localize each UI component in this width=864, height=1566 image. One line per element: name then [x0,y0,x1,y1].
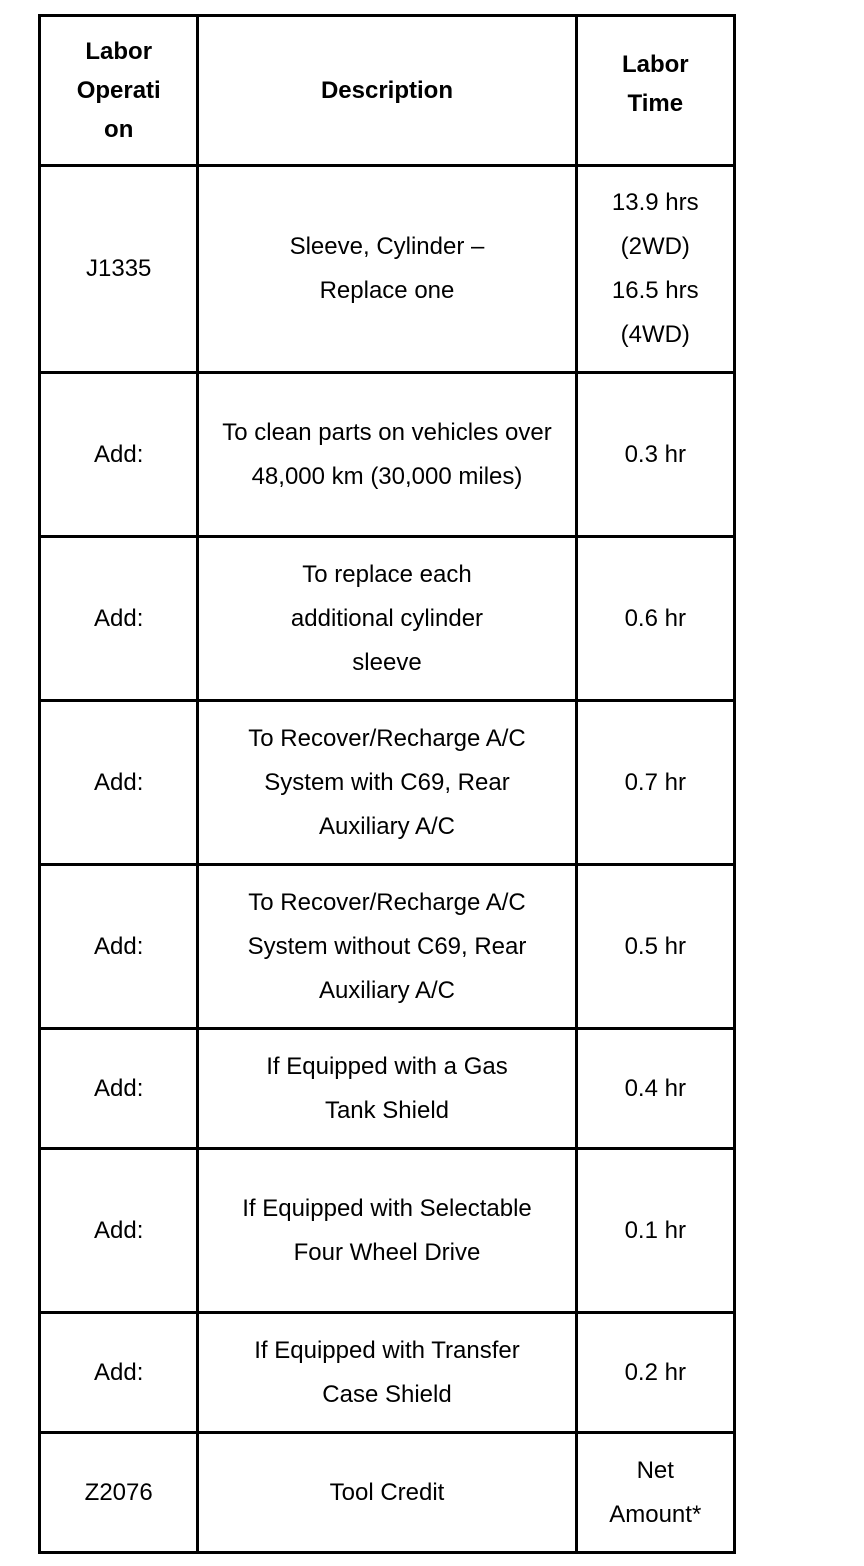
description-cell: Tool Credit [198,1433,576,1553]
operation-cell: Add: [40,1149,198,1313]
operation-cell: Z2076 [40,1433,198,1553]
header-labor-time [576,16,734,166]
labor-time-cell: Net Amount* [576,1433,734,1553]
labor-time-cell: 0.4 hr [576,1029,734,1149]
header-description [198,16,576,166]
description-cell: If Equipped with a Gas Tank Shield [198,1029,576,1149]
operation-cell: Add: [40,1029,198,1149]
table-row [40,166,735,373]
description-cell: To replace each additional cylinder sleeve [198,537,576,701]
labor-time-cell: 0.1 hr [576,1149,734,1313]
labor-time-cell: 0.6 hr [576,537,734,701]
header-labor-time-label: Labor Time [621,50,689,117]
table-row [40,373,735,537]
operation-cell: Add: [40,1313,198,1433]
header-labor-operation [40,16,198,166]
labor-time-cell: 0.3 hr [576,373,734,537]
operation-cell: J1335 [40,166,198,373]
operation-cell: Add: [40,373,198,537]
table-row [40,701,735,865]
labor-time-cell: 0.5 hr [576,865,734,1029]
description-cell: To Recover/Recharge A/C System with C69, Rear Auxiliary A/C [198,701,576,865]
description-cell: If Equipped with Transfer Case Shield [198,1313,576,1433]
description-cell: To Recover/Recharge A/C System without C69, Rear Auxiliary A/C [198,865,576,1029]
table-row [40,865,735,1029]
table-row [40,537,735,701]
labor-time-cell: 13.9 hrs (2WD) 16.5 hrs (4WD) [576,166,734,373]
labor-time-cell: 0.2 hr [576,1313,734,1433]
table-header-row [40,16,735,166]
table-row [40,1313,735,1433]
description-cell: If Equipped with Selectable Four Wheel Drive [198,1149,576,1313]
header-description-label: Description [320,77,453,104]
labor-time-cell: 0.7 hr [576,701,734,865]
table-row [40,1433,735,1553]
operation-cell: Add: [40,701,198,865]
operation-cell: Add: [40,537,198,701]
operation-cell: Add: [40,865,198,1029]
description-cell: To clean parts on vehicles over 48,000 km (30,000 miles) [198,373,576,537]
table-row [40,1149,735,1313]
description-cell: Sleeve, Cylinder – Replace one [198,166,576,373]
header-labor-operation-label: Labor Operati on [76,38,161,143]
labor-time-table [38,14,736,1554]
table-row [40,1029,735,1149]
